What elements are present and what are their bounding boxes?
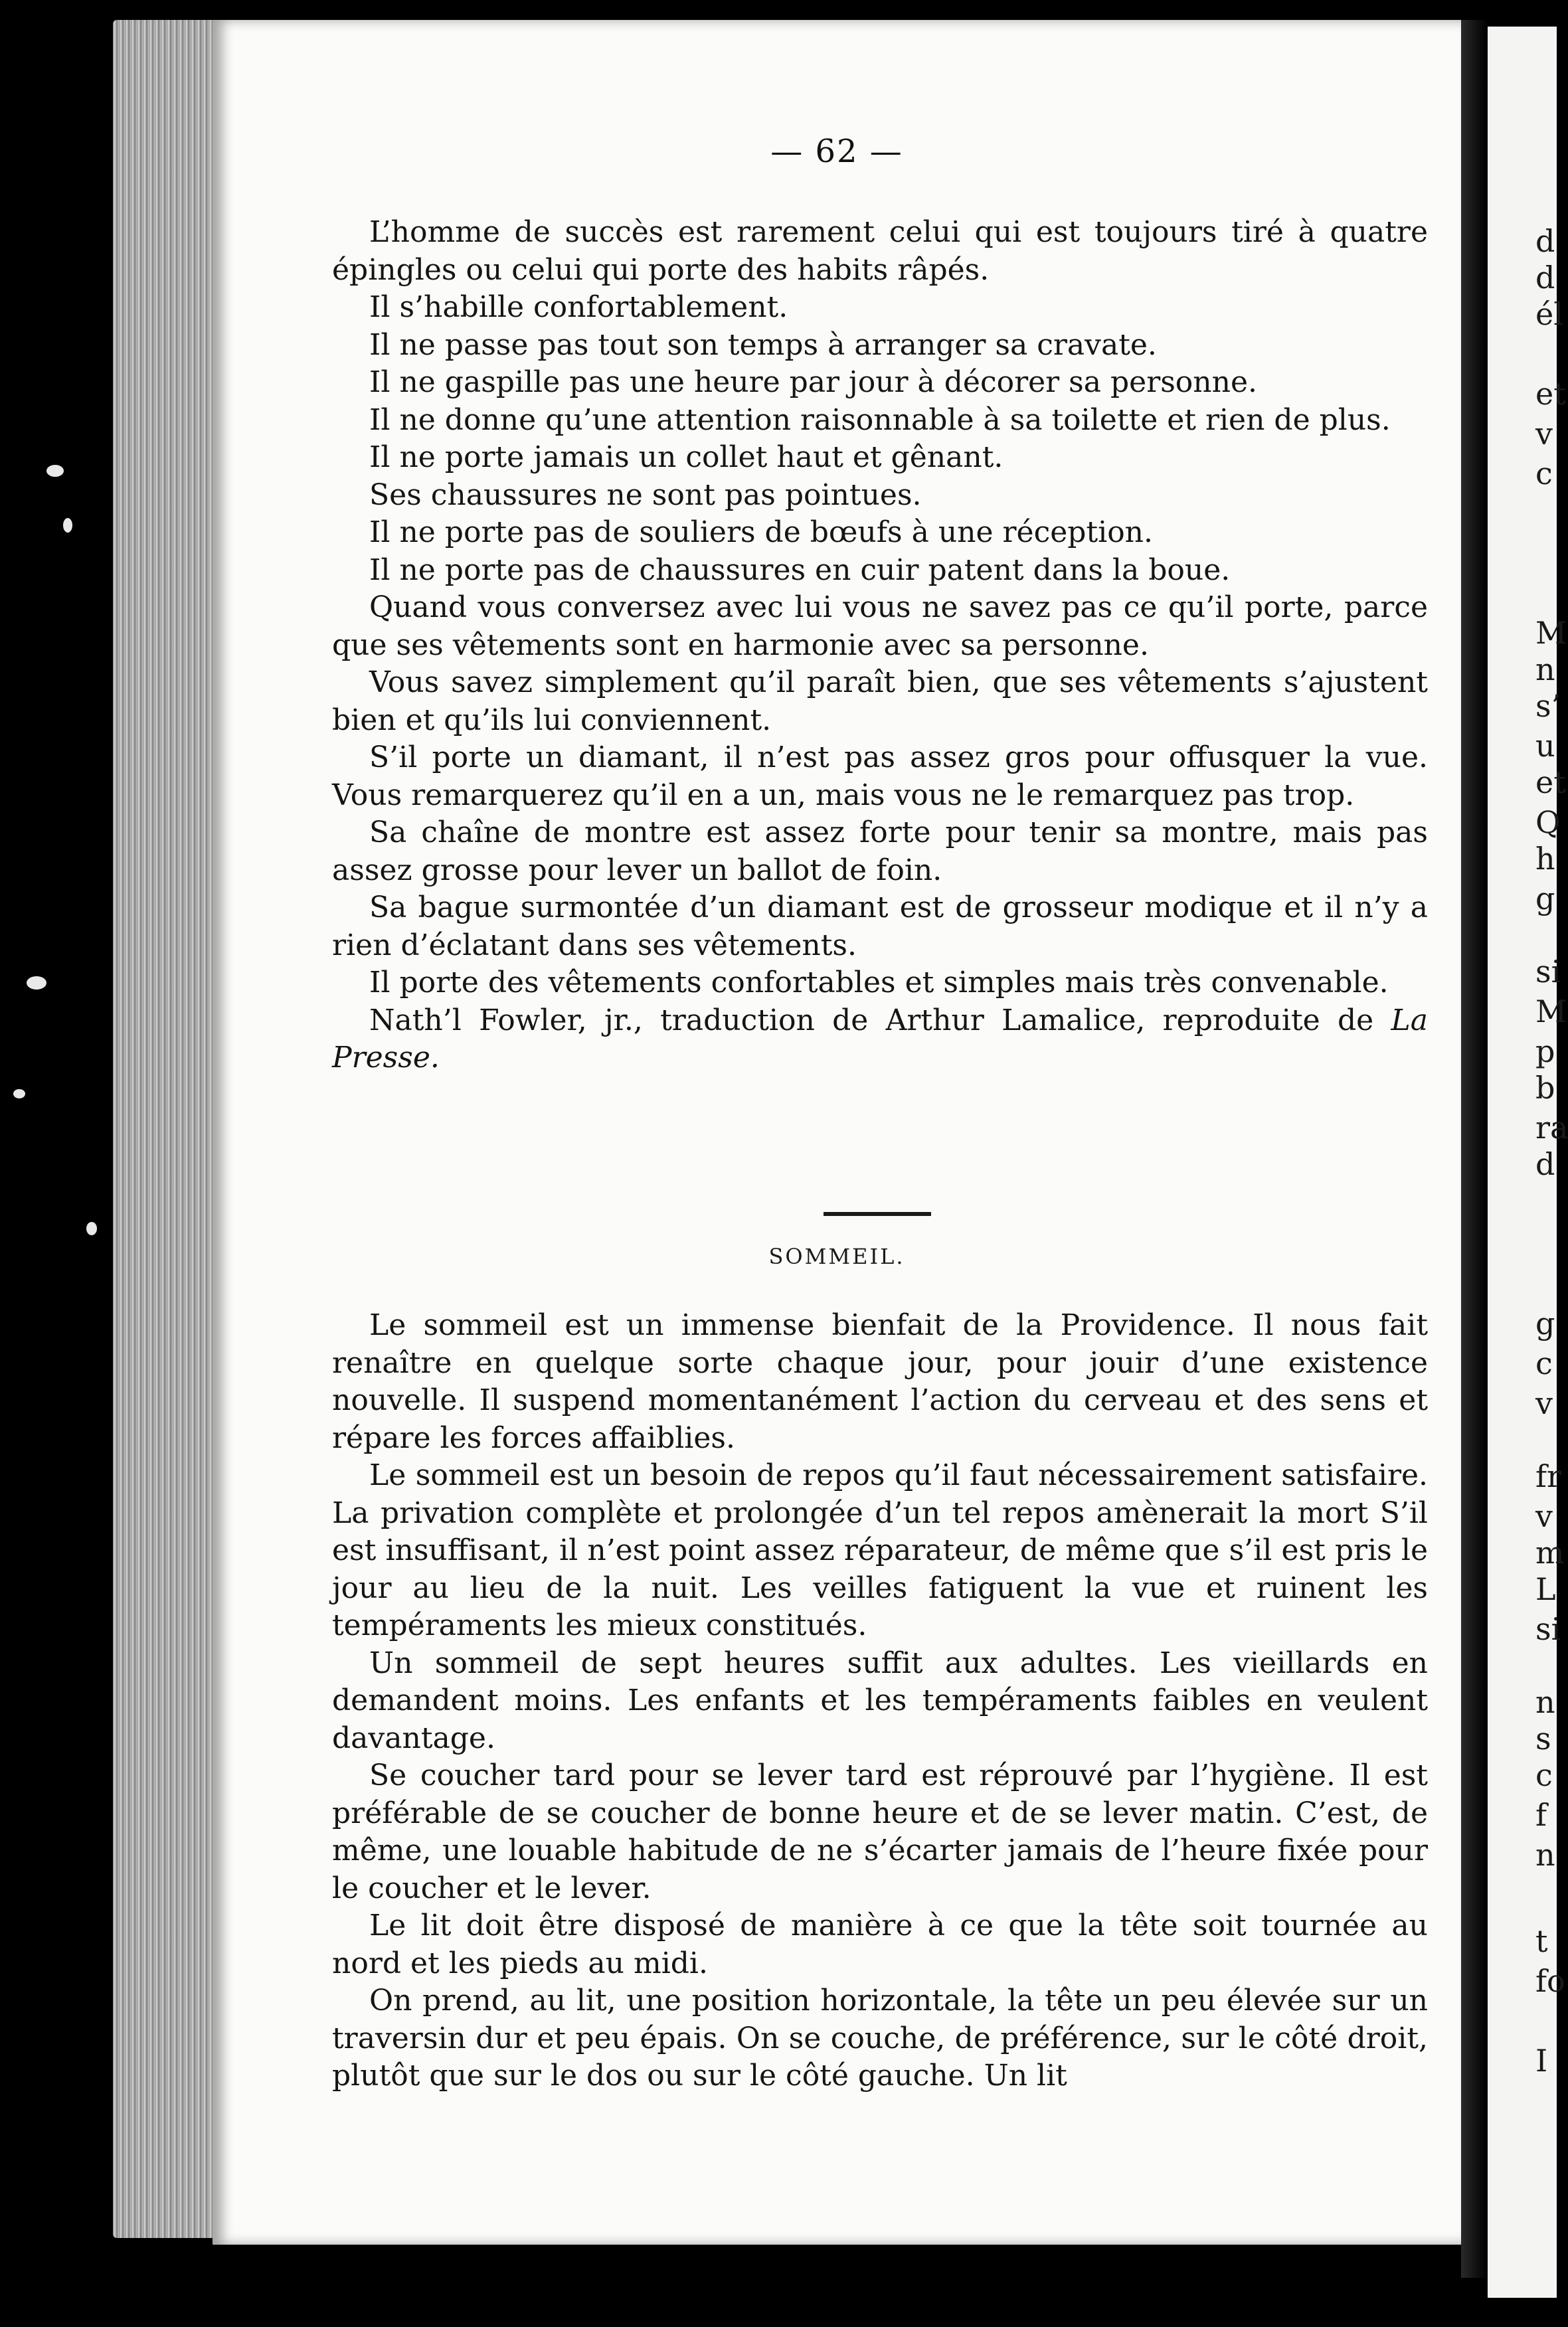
next-page-fragment: s’ xyxy=(1535,688,1561,724)
next-page-fragment: c xyxy=(1535,456,1553,491)
next-page-fragment: s xyxy=(1535,1721,1551,1757)
next-page-fragment: b xyxy=(1535,1070,1555,1106)
paragraph: Il s’habille confortablement. xyxy=(369,290,788,324)
book-page xyxy=(213,20,1461,2245)
next-page-fragment: él xyxy=(1535,296,1563,332)
next-page-fragment: u xyxy=(1535,728,1555,764)
next-page-fragment: ra xyxy=(1535,1110,1568,1146)
paragraph: Il ne porte pas de chaussures en cuir patent dans la boue. xyxy=(369,553,1231,587)
next-page-fragment: f xyxy=(1535,1797,1547,1833)
next-page-fragment: d xyxy=(1535,223,1555,259)
paragraph: Sa chaîne de montre est assez forte pour tenir sa montre, mais pas assez grosse pour lever un ballot de foin. xyxy=(332,816,1428,887)
next-page-fragment: et xyxy=(1535,764,1566,800)
section-divider xyxy=(824,1212,931,1216)
next-page-fragment: fo xyxy=(1535,1963,1565,1999)
next-page-fragment: g xyxy=(1535,1306,1555,1341)
paragraph: Il ne donne qu’une attention raisonnable à sa toilette et rien de plus. xyxy=(369,402,1391,437)
scan-speck xyxy=(86,1222,97,1235)
next-page-fragment: L xyxy=(1535,1571,1556,1607)
paragraph: Un sommeil de sept heures suffit aux adultes. Les vieillards en demandent moins. Les enfants et les tempéraments faibles en veulent davantage. xyxy=(332,1646,1428,1755)
next-page-fragment: si xyxy=(1535,954,1561,990)
scan-speck xyxy=(63,518,72,533)
next-page-fragment: c xyxy=(1535,1345,1553,1381)
next-page-fragment: v xyxy=(1535,1498,1553,1534)
next-page-fragment: I xyxy=(1535,2043,1548,2079)
paragraph: L’homme de succès est rarement celui qui est toujours tiré à quatre épingles ou celui qui porte des habits râpés. xyxy=(332,215,1428,287)
page-gutter xyxy=(1461,20,1488,2278)
scan-speck xyxy=(27,976,46,990)
paragraph: Sa bague surmontée d’un diamant est de grosseur modique et il n’y a rien d’éclatant dans ses vêtements. xyxy=(332,891,1428,962)
next-page-fragment: g xyxy=(1535,881,1555,916)
next-page-fragment: m xyxy=(1535,1535,1565,1571)
next-page-fragment: v xyxy=(1535,416,1553,452)
next-page-fragment: d xyxy=(1535,260,1555,296)
paragraph: Il ne gaspille pas une heure par jour à décorer sa personne. xyxy=(369,365,1257,399)
paragraph: Quand vous conversez avec lui vous ne savez pas ce qu’il porte, parce que ses vêtements sont en harmonie avec sa personne. xyxy=(332,590,1428,662)
section-title: SOMMEIL. xyxy=(768,1244,905,1269)
page-number: — 62 — xyxy=(770,133,903,170)
next-page-fragment: M xyxy=(1535,615,1567,651)
next-page-fragment: p xyxy=(1535,1033,1555,1069)
next-page-fragment: v xyxy=(1535,1385,1553,1421)
paragraph: Le sommeil est un besoin de repos qu’il faut nécessairement satisfaire. La privation complète et prolongée d’un tel repos amènerait la mort S’il est insuffisant, il n’est point assez réparateur, de même que s’il est pris le jour au lieu de la nuit. Les veilles fatiguent la vue et ruinent les tempéraments les mieux constitués. xyxy=(332,1458,1428,1642)
next-page-fragment: d xyxy=(1535,1146,1555,1182)
attribution-text: Nath’l Fowler, jr., traduction de Arthur Lamalice, reproduite de xyxy=(369,1003,1374,1037)
next-page-fragment: n xyxy=(1535,1837,1555,1873)
paragraph: Le sommeil est un immense bienfait de la Providence. Il nous fait renaître en quelque sorte chaque jour, pour jouir d’une existence nouvelle. Il suspend momentanément l’action du cerveau et des sens et répare les forces affaiblies. xyxy=(332,1308,1428,1455)
next-page-fragment: n xyxy=(1535,1684,1555,1720)
paragraph: Il ne porte jamais un collet haut et gênant. xyxy=(369,440,1003,474)
next-page-edge xyxy=(1488,27,1568,2298)
next-page-fragment: fr xyxy=(1535,1458,1562,1494)
article-dress xyxy=(332,214,1428,1077)
next-page-fragment: et xyxy=(1535,376,1566,412)
paragraph: Ses chaussures ne sont pas pointues. xyxy=(369,477,922,512)
scan-speck xyxy=(46,465,64,477)
article-sleep xyxy=(332,1307,1428,2095)
next-page-fragment: n xyxy=(1535,651,1555,687)
paragraph: Il ne passe pas tout son temps à arranger sa cravate. xyxy=(369,327,1157,362)
next-page-fragment: Q xyxy=(1535,804,1561,840)
next-page-fragment: c xyxy=(1535,1757,1553,1793)
paragraph: Il ne porte pas de souliers de bœufs à une réception. xyxy=(369,515,1154,549)
scan-speck xyxy=(13,1089,25,1098)
book-fore-edge xyxy=(113,20,219,2238)
next-page-fragment: h xyxy=(1535,841,1555,877)
next-page-fragment: M xyxy=(1535,993,1567,1029)
paragraph: Le lit doit être disposé de manière à ce que la tête soit tournée au nord et les pieds au midi. xyxy=(332,1909,1428,1980)
paragraph: S’il porte un diamant, il n’est pas assez gros pour offusquer la vue. Vous remarquerez qu’il en a un, mais vous ne le remarquez pas trop. xyxy=(332,740,1428,812)
paragraph: Se coucher tard pour se lever tard est réprouvé par l’hygiène. Il est préférable de se coucher de bonne heure et de se lever matin. C’est, de même, une louable habitude de ne s’écarter jamais de l’heure fixée pour le coucher et le lever. xyxy=(332,1759,1428,1905)
paragraph: Vous savez simplement qu’il paraît bien, que ses vêtements s’ajustent bien et qu’ils lui conviennent. xyxy=(332,665,1428,737)
paragraph: On prend, au lit, une position horizontale, la tête un peu élevée sur un traversin dur et peu épais. On se couche, de préférence, sur le côté droit, plutôt que sur le dos ou sur le côté gauche. Un lit xyxy=(332,1984,1428,2093)
paragraph: Il porte des vêtements confortables et simples mais très convenable. xyxy=(369,966,1389,999)
next-page-fragment: si xyxy=(1535,1611,1561,1647)
source-title: La Presse. xyxy=(332,1003,1428,1075)
attribution xyxy=(332,1002,1428,1077)
next-page-fragment: t xyxy=(1535,1923,1548,1959)
